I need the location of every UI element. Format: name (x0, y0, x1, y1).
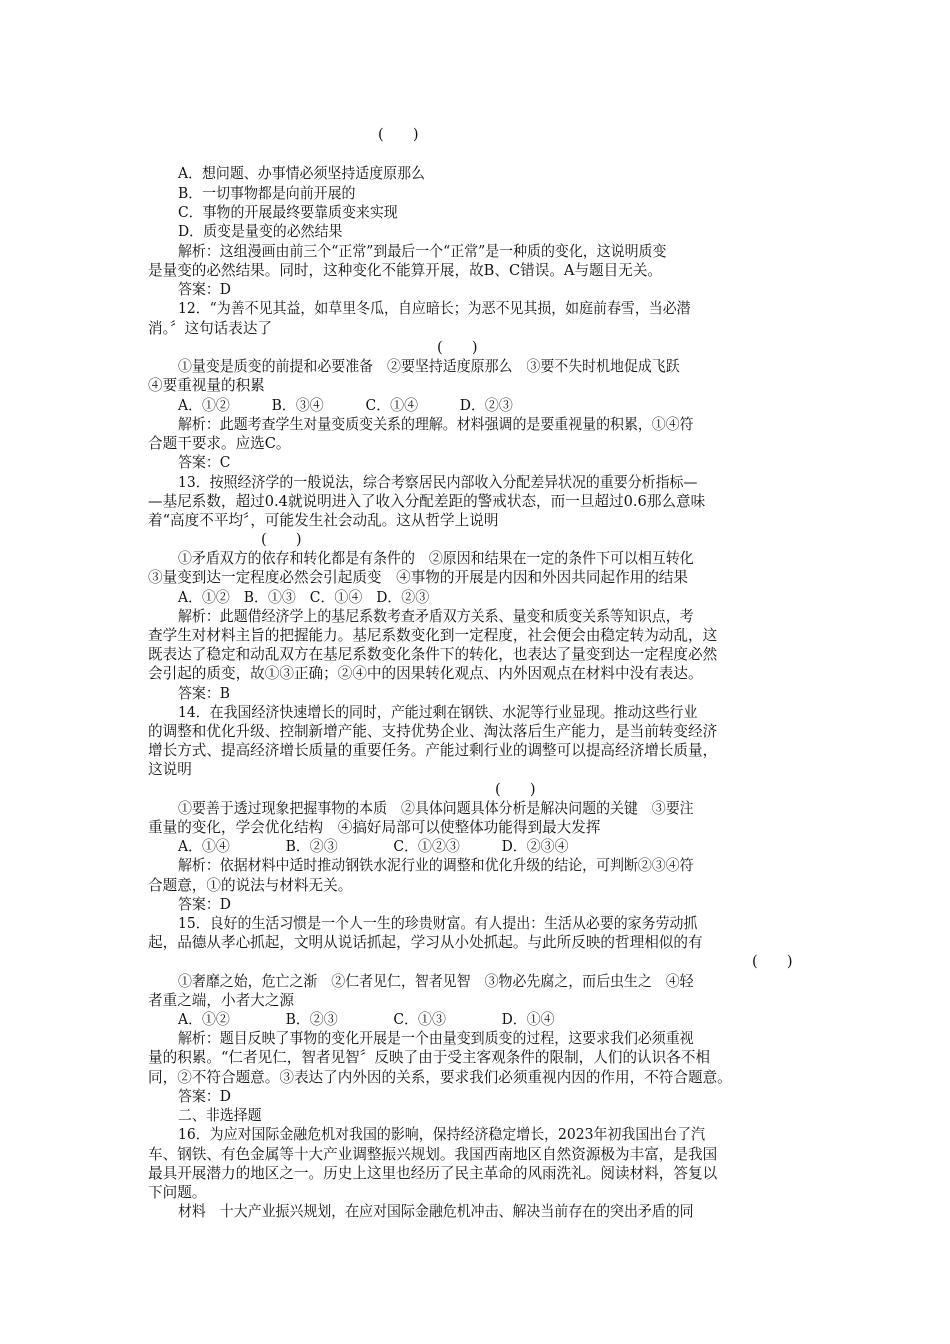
question-stem: 15．良好的生活习惯是一个人一生的珍贵财富。有人提出：生活从必要的家务劳动抓 (178, 915, 698, 932)
question-stem: 消。〞这句话表达了 (148, 320, 273, 337)
answer-text: 答案：D (178, 281, 231, 298)
section-heading: 二、非选择题 (178, 1107, 262, 1124)
analysis-text: 解析：此题借经济学上的基尼系数考查矛盾双方关系、量变和质变关系等知识点，考 (178, 608, 694, 625)
analysis-text: 既表达了稳定和动乱双方在基尼系数变化条件下的转化，也表达了量变到达一定程度必然 (148, 646, 718, 663)
analysis-text: 是量变的必然结果。同时，这种变化不能算开展，故B、C错误。A与题目无关。 (148, 262, 663, 279)
question-stem: 的调整和优化升级、控制新增产能、支持优势企业、淘汰落后生产能力，是当前转变经济 (148, 723, 718, 740)
option-d: D．质变是量变的必然结果 (178, 223, 343, 240)
answer-blank: ( ) (437, 339, 478, 356)
analysis-text: 同，②不符合题意。③表达了内外因的关系，要求我们必须重视内因的作用，不符合题意。 (148, 1069, 732, 1086)
question-stem: —基尼系数，超过0.4就说明进入了收入分配差距的警戒状态，而一旦超过0.6那么意味 (148, 493, 706, 510)
question-stem: 12．“为善不见其益，如草里冬瓜，自应暗长；为恶不见其损，如庭前春雪，当必潜 (178, 300, 691, 317)
question-items: 者重之端，小者大之源 (148, 992, 294, 1009)
question-stem: 13．按照经济学的一般说法，综合考察居民内部收入分配差异状况的重要分析指标— (178, 474, 698, 491)
question-stem: 14．在我国经济快速增长的同时，产能过剩在钢铁、水泥等行业显现。推动这些行业 (178, 704, 698, 721)
answer-text: 答案：D (178, 896, 231, 913)
analysis-text: 量的积累。“仁者见仁，智者见智〞反映了由于受主客观条件的限制，人们的认识各不相 (148, 1049, 711, 1066)
question-stem: 下问题。 (148, 1184, 207, 1201)
answer-blank: ( ) (752, 953, 793, 970)
analysis-text: 解析：依据材料中适时推动钢铁水泥行业的调整和优化升级的结论，可判断②③④符 (178, 857, 694, 874)
analysis-text: 查学生对材料主旨的把握能力。基尼系数变化到一定程度，社会便会由稳定转为动乱，这 (148, 627, 718, 644)
question-items: ④要重视量的积累 (148, 377, 265, 394)
question-stem: 16．为应对国际金融危机对我国的影响，保持经济稳定增长，2023年初我国出台了汽 (178, 1126, 706, 1143)
analysis-text: 会引起的质变，故①③正确；②④中的因果转化观点、内外因观点在材料中没有表达。 (148, 665, 703, 682)
question-stem: 最具开展潜力的地区之一。历史上这里也经历了民主革命的风雨洗礼。阅读材料，答复以 (148, 1165, 718, 1182)
question-stem: 增长方式、提高经济增长质量的重要任务。产能过剩行业的调整可以提高经济增长质量， (148, 742, 718, 759)
options-row: A．①② B．③④ C．①④ D．②③ (178, 397, 513, 414)
question-items: ①量变是质变的前提和必要准备 ②要坚持适度原那么 ③要不失时机地促成飞跃 (178, 358, 680, 375)
answer-text: 答案：C (178, 454, 231, 471)
options-row: A．①④ B．②③ C．①②③ D．②③④ (178, 838, 569, 855)
answer-text: 答案：B (178, 685, 231, 702)
question-stem: 车、钢铁、有色金属等十大产业调整振兴规划。我国西南地区自然资源极为丰富，是我国 (148, 1146, 718, 1163)
answer-blank: ( ) (378, 126, 419, 143)
question-items: ①要善于透过现象把握事物的本质 ②具体问题具体分析是解决问题的关键 ③要注 (178, 800, 694, 817)
analysis-text: 合题意，①的说法与材料无关。 (148, 877, 353, 894)
answer-text: 答案：D (178, 1088, 231, 1105)
analysis-text: 解析：此题考查学生对量变质变关系的理解。材料强调的是要重视量的积累，①④符 (178, 416, 694, 433)
question-items: 重量的变化，学会优化结构 ④搞好局部可以使整体功能得到最大发挥 (148, 819, 601, 836)
analysis-text: 解析：题目反映了事物的变化开展是一个由量变到质变的过程，这要求我们必须重视 (178, 1030, 694, 1047)
question-items: ③量变到达一定程度必然会引起质变 ④事物的开展是内因和外因共同起作用的结果 (148, 569, 688, 586)
question-stem: 这说明 (148, 761, 192, 778)
option-c: C．事物的开展最终要靠质变来实现 (178, 204, 398, 221)
question-items: ①矛盾双方的依存和转化都是有条件的 ②原因和结果在一定的条件下可以相互转化 (178, 550, 694, 567)
options-row: A．①② B．②③ C．①③ D．①④ (178, 1011, 555, 1028)
option-a: A．想问题、办事情必须坚持适度原那么 (178, 165, 425, 182)
options-row: A．①② B．①③ C．①④ D．②③ (178, 589, 430, 606)
question-stem: 起，品德从孝心抓起，文明从说话抓起，学习从小处抓起。与此所反映的哲理相似的有 (148, 934, 703, 951)
analysis-text: 合题干要求。应选C。 (148, 435, 291, 452)
material-text: 材料 十大产业振兴规划，在应对国际金融危机冲击、解决当前存在的突出矛盾的同 (178, 1203, 694, 1220)
option-b: B．一切事物都是向前开展的 (178, 185, 356, 202)
answer-blank: ( ) (495, 781, 536, 798)
analysis-text: 解析：这组漫画由前三个“正常”到最后一个“正常”是一种质的变化，这说明质变 (178, 243, 667, 260)
answer-blank: ( ) (261, 531, 302, 548)
question-items: ①奢靡之始，危亡之渐 ②仁者见仁，智者见智 ③物必先腐之，而后虫生之 ④轻 (178, 973, 694, 990)
question-stem: 着“高度不平均〞，可能发生社会动乱。这从哲学上说明 (148, 512, 499, 529)
